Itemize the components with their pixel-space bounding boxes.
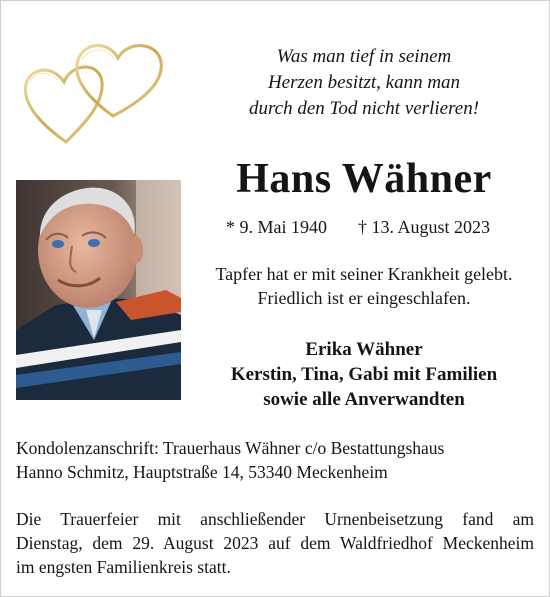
note-line: Tapfer hat er mit seiner Krankheit gelebt. — [215, 264, 513, 284]
mourner-line: Erika Wähner — [305, 339, 423, 360]
gold-hearts-icon — [18, 32, 170, 147]
mourner-line: Kerstin, Tina, Gabi mit Familien — [230, 364, 498, 385]
quote-line: durch den Tod nicht verlieren! — [248, 98, 480, 119]
farewell-note — [196, 262, 532, 310]
death-date: † 13. August 2023 — [358, 217, 491, 237]
memorial-quote — [196, 44, 532, 122]
ceremony-line: im engsten Familienkreis statt. — [16, 557, 231, 577]
portrait-illustration — [16, 180, 181, 400]
condolence-line: Hanno Schmitz, Hauptstraße 14, 53340 Meckenheim — [16, 462, 388, 482]
birth-date: * 9. Mai 1940 — [226, 217, 327, 237]
mourners-list — [196, 337, 532, 412]
quote-line: Herzen besitzt, kann man — [267, 72, 461, 93]
ceremony-notice — [16, 507, 534, 579]
ceremony-line: Die Trauerfeier mit anschließender Urnenbeisetzung fand am — [16, 509, 534, 529]
note-line: Friedlich ist er eingeschlafen. — [257, 288, 471, 308]
condolence-address — [16, 436, 536, 484]
deceased-name: Hans Wähner — [236, 156, 492, 202]
condolence-line: Kondolenzanschrift: Trauerhaus Wähner c/o Bestattungshaus — [16, 438, 445, 458]
mourner-line: sowie alle Anverwandten — [263, 389, 465, 410]
quote-line: Was man tief in seinem — [276, 46, 452, 67]
portrait-photo — [16, 180, 181, 400]
ceremony-line: Dienstag, dem 29. August 2023 auf dem Waldfriedhof Meckenheim — [16, 533, 534, 553]
